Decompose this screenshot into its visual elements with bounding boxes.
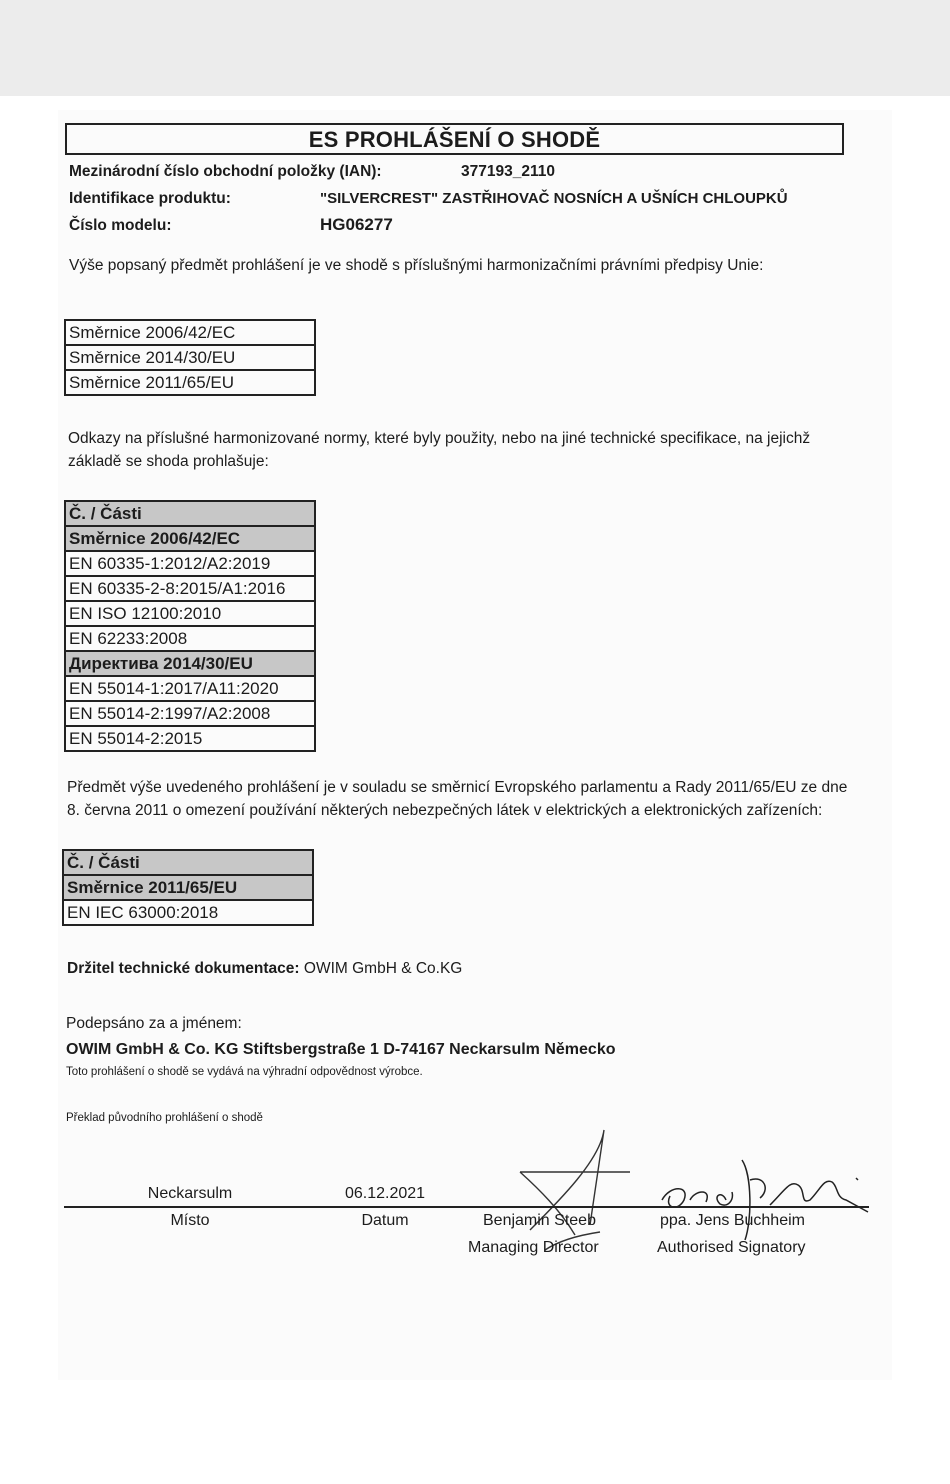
table-cell: EN 60335-1:2012/A2:2019 [65,551,315,576]
directive-row: Směrnice 2006/42/EC [65,320,315,345]
ian-label: Mezinárodní číslo obchodní položky (IAN): [69,163,382,180]
product-id-label: Identifikace produktu: [69,190,231,207]
holder-label: Držitel technické dokumentace: [67,960,300,977]
table-header-cell: Směrnice 2006/42/EC [65,526,315,551]
signer2-name: ppa. Jens Buchheim [660,1212,805,1229]
directive-row: Směrnice 2014/30/EU [65,345,315,370]
table-cell: EN IEC 63000:2018 [63,900,313,925]
signer2-title: Authorised Signatory [657,1239,806,1256]
table-header-cell: Č. / Části [63,850,313,875]
table-cell: EN 55014-1:2017/A11:2020 [65,676,315,701]
table-header-cell: Směrnice 2011/65/EU [63,875,313,900]
signature-line [64,1206,869,1208]
table-header-cell: Директива 2014/30/EU [65,651,315,676]
date-label: Datum [361,1212,409,1229]
rohs-text: Předmět výše uvedeného prohlášení je v souladu se směrnicí Evropského parlamentu a Rady 2011/65/EU ze dne 8. června 2011 o omezení používání některých nebezpečných látek v elektrických a elektronických zařízeních: [67,779,848,819]
place-label: Místo [170,1212,210,1229]
signer1-title: Managing Director [468,1239,599,1256]
intro-text: Výše popsaný předmět prohlášení je ve shodě s příslušnými harmonizačními právními předpisy Unie: [69,257,764,274]
holder-value: OWIM GmbH & Co.KG [303,960,463,977]
standards-intro: Odkazy na příslušné harmonizované normy, které byly použity, nebo na jiné technické specifikace, na jejichž základě se shoda prohlašuje: [68,430,811,470]
table-cell: EN 55014-2:2015 [65,726,315,751]
document-title: ES PROHLÁŠENÍ O SHODĚ [65,123,844,155]
table-header-cell: Č. / Části [65,501,315,526]
signed-for: Podepsáno za a jménem: [66,1015,242,1032]
place-value: Neckarsulm [147,1185,233,1202]
model-label: Číslo modelu: [69,217,172,234]
translation-note: Překlad původního prohlášení o shodě [66,1112,263,1124]
table-cell: EN 62233:2008 [65,626,315,651]
date-value: 06.12.2021 [344,1185,426,1202]
signature-steeb-icon [520,1130,630,1250]
responsibility-note: Toto prohlášení o shodě se vydává na výhradní odpovědnost výrobce. [66,1066,423,1078]
ian-value: 377193_2110 [461,163,555,180]
table-cell: EN 55014-2:1997/A2:2008 [65,701,315,726]
model-value: HG06277 [320,215,393,234]
directive-row: Směrnice 2011/65/EU [65,370,315,395]
table-cell: EN 60335-2-8:2015/A1:2016 [65,576,315,601]
company-line: OWIM GmbH & Co. KG Stiftsbergstraße 1 D-74167 Neckarsulm Německo [66,1041,616,1058]
signer1-name: Benjamin Steeb [483,1212,596,1229]
product-id-value: "SILVERCREST" ZASTŘIHOVAČ NOSNÍCH A UŠNÍCH CHLOUPKŮ [320,190,788,207]
table-cell: EN ISO 12100:2010 [65,601,315,626]
